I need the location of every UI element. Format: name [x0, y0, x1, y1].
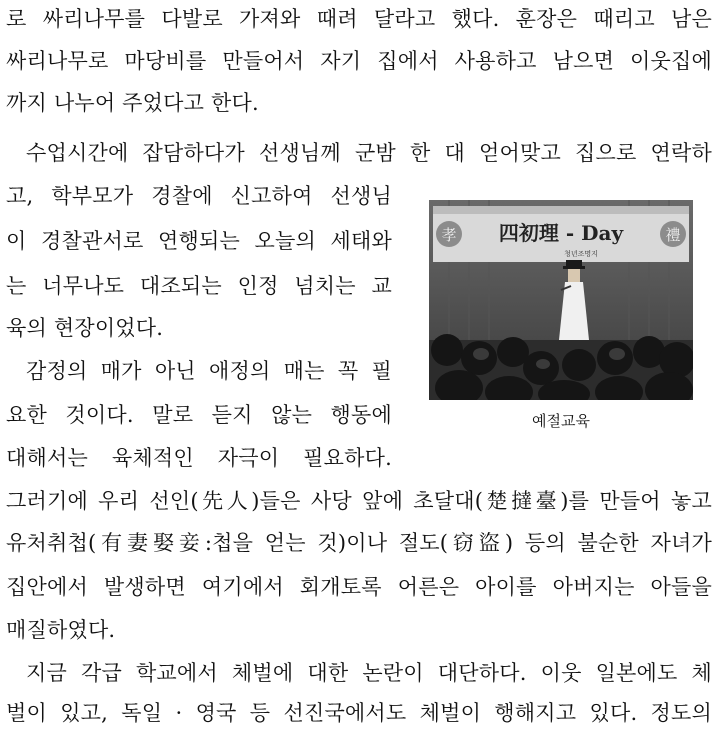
banner-right-char: 禮 [665, 226, 681, 244]
text-line: 요한 것이다. 말로 듣지 않는 행동에 [6, 403, 392, 427]
photo-caption: 예절교육 [532, 412, 590, 430]
text-line: 고, 학부모가 경찰에 신고하여 선생님 [6, 184, 392, 208]
text-line: 감정의 매가 아닌 애정의 매는 꼭 필 [26, 359, 392, 383]
text-line: 수업시간에 잡담하다가 선생님께 군밤 한 대 얻어맞고 집으로 연락하 [26, 141, 712, 165]
banner-title: 四初理 - Day [498, 221, 624, 245]
text-line: 매질하였다. [6, 618, 116, 642]
banner-left-char: 孝 [441, 226, 457, 244]
text-line: 로 싸리나무를 다발로 가져와 때려 달라고 했다. 훈장은 때리고 남은 [6, 7, 712, 31]
banner-subtitle: 청년조명지 [564, 250, 598, 258]
text-line: 대해서는 육체적인 자극이 필요하다. [6, 446, 392, 470]
text-line: 는 너무나도 대조되는 인정 넘치는 교 [6, 274, 392, 298]
text-line: 벌이 있고, 독일 · 영국 등 선진국에서도 체벌이 행해지고 있다. 정도의 [6, 701, 712, 725]
etiquette-education-photo [429, 200, 693, 400]
text-line: 지금 각급 학교에서 체벌에 대한 논란이 대단하다. 이웃 일본에도 체 [26, 661, 712, 685]
text-line: 유처취첩(有妻娶妾:첩을 얻는 것)이나 절도(窃盜) 등의 불순한 자녀가 [6, 531, 712, 555]
text-line: 이 경찰관서로 연행되는 오늘의 세태와 [6, 229, 392, 253]
text-line: 싸리나무로 마당비를 만들어서 자기 집에서 사용하고 남으면 이웃집에 [6, 49, 712, 73]
text-line: 그러기에 우리 선인(先人)들은 사당 앞에 초달대(楚撻臺)를 만들어 놓고 [6, 489, 712, 513]
text-line: 육의 현장이었다. [6, 316, 164, 340]
text-line: 집안에서 발생하면 여기에서 회개토록 어른은 아이를 아버지는 아들을 [6, 575, 712, 599]
text-line: 까지 나누어 주었다고 한다. [6, 91, 259, 115]
